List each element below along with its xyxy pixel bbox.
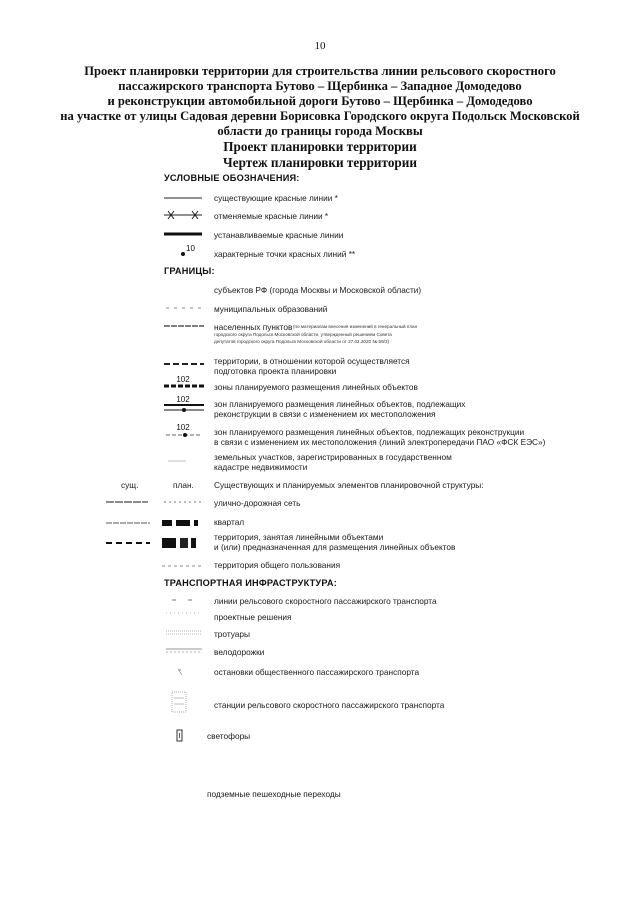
border-planning-area: территории, в отношении которой осуществляется xyxy=(214,356,410,366)
zone-number: 102 xyxy=(176,375,190,384)
legend-established-red-lines: устанавливаемые красные линии xyxy=(214,230,344,240)
settlements-note-line: депутатов городского округа Подольск Московской области от 27.02.2020 № 59/3) xyxy=(214,339,390,344)
transport-underpasses: подземные пешеходные переходы xyxy=(207,789,341,799)
transport-rail-lines: линии рельсового скоростного пассажирского транспорта xyxy=(214,596,437,606)
border-power-line-zones: в связи с изменением их местоположения (линий электропередачи ПАО «ФСК ЕЭС») xyxy=(214,437,546,447)
public-territory-symbol xyxy=(162,563,206,569)
borders-heading: ГРАНИЦЫ: xyxy=(164,266,215,276)
legend-cancelled-red-lines: отменяемые красные линии * xyxy=(214,211,329,221)
zone-number: 102 xyxy=(176,395,190,404)
power-line-zone-symbol xyxy=(166,432,206,438)
title-line: области до границы города Москвы xyxy=(217,124,423,138)
border-land-plots: кадастре недвижимости xyxy=(214,462,308,472)
settlements-note-line: (по материалам внесения изменений в генеральный план xyxy=(293,324,418,329)
structure-linear-territory: территория, занятая линейными объектами xyxy=(214,532,384,542)
rail-line-symbol xyxy=(172,598,202,602)
zone-number: 102 xyxy=(176,423,190,432)
border-planning-area: подготовка проекта планировки xyxy=(214,366,337,376)
title-line: Проект планировки территории для строительства линии рельсового скоростного xyxy=(84,64,556,78)
point-number: 10 xyxy=(186,244,195,253)
sidewalk-symbol xyxy=(166,630,206,636)
traffic-light-icon xyxy=(176,729,184,743)
border-power-line-zones: зон планируемого размещения линейных объектов, подлежащих реконструкции xyxy=(214,427,525,437)
linear-zone-symbol xyxy=(164,383,206,389)
border-municipal: муниципальных образований xyxy=(214,304,328,314)
border-settlements: населенных пунктов xyxy=(214,322,293,332)
title-line: на участке от улицы Садовая деревни Борисовка Городского округа Подольск Московской xyxy=(60,109,580,123)
transport-sidewalks: тротуары xyxy=(214,629,250,639)
border-reconstruction-zones: зон планируемого размещения линейных объектов, подлежащих xyxy=(214,399,466,409)
structure-block: квартал xyxy=(214,517,245,527)
municipal-border-symbol xyxy=(166,305,206,311)
border-subjects: субъектов РФ (города Москвы и Московской области) xyxy=(214,285,422,295)
planning-area-border-symbol xyxy=(164,361,206,367)
transport-heading: ТРАНСПОРТНАЯ ИНФРАСТРУКТУРА: xyxy=(164,578,337,588)
existing-red-line-symbol xyxy=(164,195,204,201)
subtitle-line: Проект планировки территории xyxy=(223,139,417,154)
title-line: пассажирского транспорта Бутово – Щербинка – Западное Домодедово xyxy=(118,79,522,93)
border-reconstruction-zones: реконструкции в связи с изменением их местоположения xyxy=(214,409,436,419)
column-planned-label: план. xyxy=(173,480,194,490)
linear-territory-symbol xyxy=(106,537,206,549)
legend-characteristic-points: характерные точки красных линий ** xyxy=(214,249,356,259)
street-network-symbol xyxy=(106,499,206,505)
structure-linear-territory: и (или) предназначенная для размещения линейных объектов xyxy=(214,542,456,552)
transport-design-solutions: проектные решения xyxy=(214,612,292,622)
settlements-note-line: городского округа Подольск Московской области, утвержденный решением Совета xyxy=(214,332,392,337)
border-linear-zones: зоны планируемого размещения линейных объектов xyxy=(214,382,418,392)
structure-description: Существующих и планируемых элементов планировочной структуры: xyxy=(214,480,484,490)
reconstruction-zone-symbol xyxy=(164,402,206,412)
design-solution-symbol xyxy=(166,611,206,615)
title-line: и реконструкции автомобильной дороги Бутово – Щербинка – Домодедово xyxy=(107,94,533,108)
land-plot-border-symbol xyxy=(168,459,188,463)
block-symbol xyxy=(106,519,206,527)
established-red-line-symbol xyxy=(164,231,204,237)
legend-existing-red-lines: существующие красные линии * xyxy=(214,193,338,203)
station-icon xyxy=(170,690,190,716)
page-number: 10 xyxy=(314,40,326,52)
settlement-border-symbol xyxy=(164,323,206,329)
bus-stop-icon xyxy=(176,667,186,677)
transport-stops: остановки общественного пассажирского транспорта xyxy=(214,667,420,677)
document-title xyxy=(20,64,620,171)
transport-bike-paths: велодорожки xyxy=(214,647,265,657)
transport-traffic-lights: светофоры xyxy=(207,731,251,741)
structure-public-territory: территория общего пользования xyxy=(214,560,341,570)
legend-heading: УСЛОВНЫЕ ОБОЗНАЧЕНИЯ: xyxy=(164,173,300,183)
bike-path-symbol xyxy=(166,648,206,654)
transport-stations: станции рельсового скоростного пассажирского транспорта xyxy=(214,700,445,710)
structure-street-network: улично-дорожная сеть xyxy=(214,498,301,508)
column-existing-label: сущ. xyxy=(121,480,139,490)
border-land-plots: земельных участков, зарегистрированных в государственном xyxy=(214,452,452,462)
cancelled-red-line-symbol xyxy=(164,210,204,220)
subtitle-line: Чертеж планировки территории xyxy=(223,155,417,170)
